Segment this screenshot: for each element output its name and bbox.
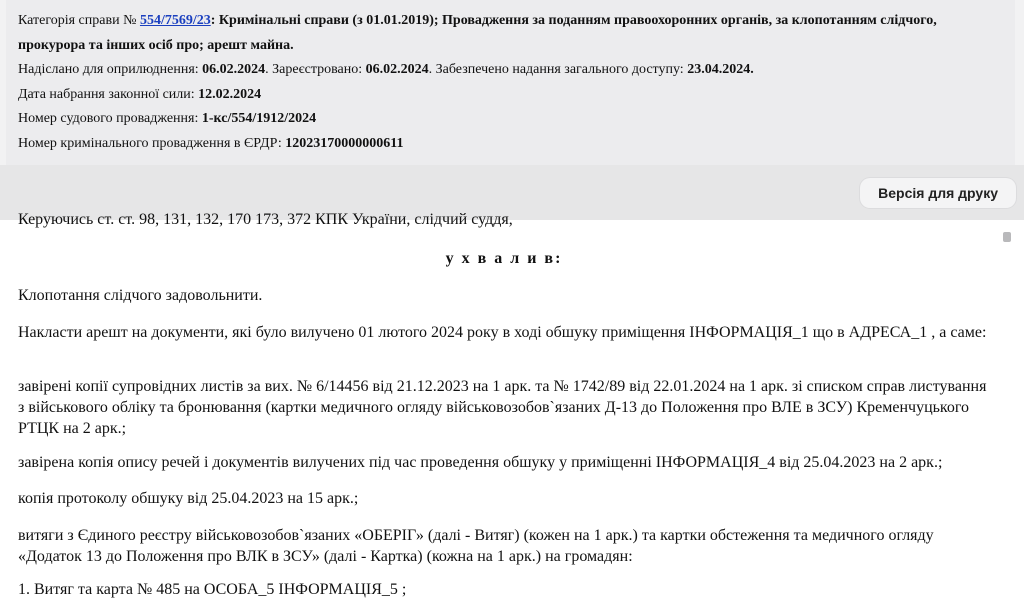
document-partial-bottom-line: 1. Витяг та карта № 485 на ОСОБА_5 ІНФОРМАЦІЯ_5 ;	[18, 581, 407, 598]
print-version-button[interactable]: Версія для друку	[860, 178, 1016, 208]
document-paragraph: завірена копія опису речей і документів вилучених під час проведення обшуку у приміщенні ІНФОРМАЦІЯ_4 від 25.04.2023 на 2 арк.;	[18, 454, 943, 471]
document-partial-top-line: Керуючись ст. ст. 98, 131, 132, 170 173, 372 КПК України, слідчий суддя,	[18, 211, 513, 228]
court-proceeding-label: Номер судового провадження:	[18, 111, 202, 126]
court-proceeding-number: 1-кс/554/1912/2024	[201, 111, 317, 126]
publication-dates-line	[18, 58, 1003, 83]
legal-force-date: 12.02.2024	[198, 86, 262, 102]
sent-label: Надіслано для оприлюднення:	[18, 62, 203, 77]
access-date: 23.04.2024.	[687, 62, 754, 77]
erdr-line	[18, 132, 1003, 157]
erdr-label: Номер кримінального провадження в ЄРДР:	[18, 135, 286, 151]
registered-label: . Зареєстровано:	[265, 62, 366, 77]
court-proceeding-line	[18, 107, 1003, 132]
case-category-label: Категорія справи №	[18, 13, 140, 28]
case-category-line	[18, 9, 1003, 58]
document-paragraph: Накласти арешт на документи, які було вилучено 01 лютого 2024 року в ході обшуку приміщення ІНФОРМАЦІЯ_1 що в АДРЕСА_1 , а саме:	[18, 324, 987, 341]
sent-date: 06.02.2024	[202, 62, 266, 77]
resolved-heading: у х в а л и в:	[445, 250, 563, 267]
access-label: . Забезпечено надання загального доступу:	[428, 62, 688, 77]
legal-force-line	[18, 83, 1003, 108]
legal-force-label: Дата набрання законної сили:	[18, 86, 199, 102]
registered-date: 06.02.2024	[365, 62, 429, 77]
erdr-number: 12023170000000611	[285, 135, 404, 151]
scroll-up-arrow-icon[interactable]	[1003, 232, 1011, 242]
document-paragraph: витяги з Єдиного реєстру військовозобов`язаних «ОБЕРІГ» (далі - Витяг) (кожен на 1 арк.) та картки обстеження та медичного огляду «Додаток 13 до Положення про ВЛК в ЗСУ» (далі - Картка) (кожна на 1 арк.) на громадян:	[18, 527, 934, 565]
scrollbar[interactable]	[1004, 229, 1014, 601]
document-paragraph: Клопотання слідчого задовольнити.	[18, 287, 263, 304]
case-info-panel	[6, 0, 1015, 165]
case-category-text: : Кримінальні справи (з 01.01.2019); Провадження за поданням правоохоронних органів, за клопотанням слідчого, прокурора та інших осіб про; арешт майна.	[18, 13, 937, 53]
case-number-link[interactable]: 554/7569/23	[139, 13, 211, 28]
document-viewer[interactable]	[0, 211, 1024, 601]
document-paragraph: завірені копії супровідних листів за вих. № 6/14456 від 21.12.2023 на 1 арк. та № 1742/89 від 22.01.2024 на 1 арк. зі списком справ листування з військового обліку та бронювання (картки медичного огляду військовозобов`язаних Д-13 до Положення про ВЛЕ в ЗСУ) Кременчуцького РТЦК на 2 арк.;	[18, 378, 987, 437]
document-paragraph: копія протоколу обшуку від 25.04.2023 на 15 арк.;	[18, 490, 359, 507]
